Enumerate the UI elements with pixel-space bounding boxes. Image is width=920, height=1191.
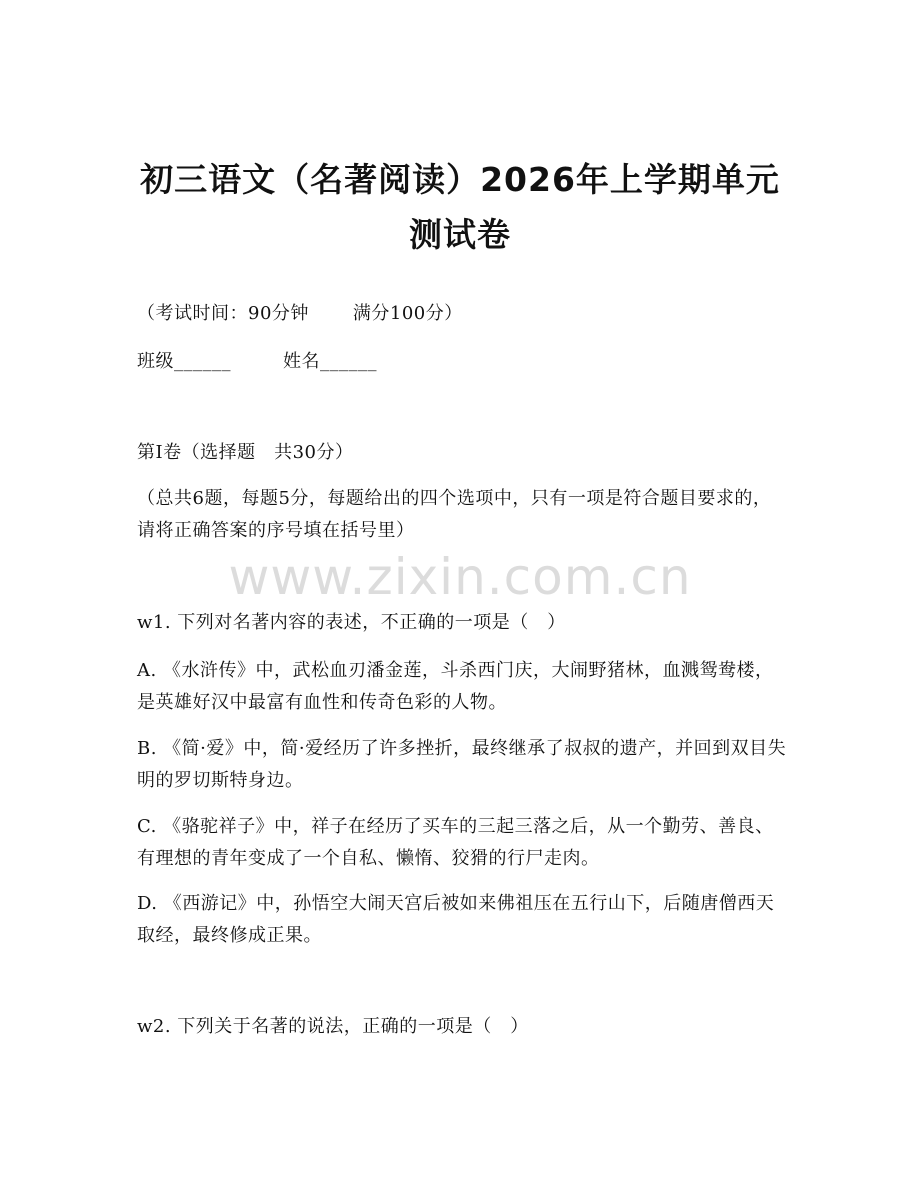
section-instructions: （总共6题，每题5分，每题给出的四个选项中，只有一项是符合题目要求的，请将正确答案的序号填在括号里） xyxy=(137,488,772,541)
student-info xyxy=(137,346,787,378)
exam-time: （考试时间：90分钟 xyxy=(137,303,309,324)
question-1-option-b: B. 《简·爱》中，简·爱经历了许多挫折，最终继承了叔叔的遗产，并回到双目失明的罗切斯特身边。 xyxy=(137,738,787,791)
exam-info xyxy=(137,298,787,330)
name-field[interactable]: 姓名______ xyxy=(283,351,377,372)
question-1-option-a: A. 《水浒传》中，武松血刃潘金莲，斗杀西门庆，大闹野猪林，血溅鸳鸯楼，是英雄好汉中最富有血性和传奇色彩的人物。 xyxy=(137,660,774,713)
question-1-option-c: C. 《骆驼祥子》中，祥子在经历了买车的三起三落之后，从一个勤劳、善良、有理想的青年变成了一个自私、懒惰、狡猾的行尸走肉。 xyxy=(137,816,774,869)
question-1-option-d: D. 《西游记》中，孙悟空大闹天宫后被如来佛祖压在五行山下，后随唐僧西天取经，最终修成正果。 xyxy=(137,893,775,946)
question-2-stem: w2. 下列关于名著的说法，正确的一项是（ ） xyxy=(137,1016,529,1037)
watermark: www.zixin.com.cn xyxy=(228,548,692,606)
section-heading: 第Ⅰ卷（选择题 共30分） xyxy=(137,442,354,463)
question-1-stem: w1. 下列对名著内容的表述，不正确的一项是（ ） xyxy=(137,612,566,633)
exam-score: 满分100分） xyxy=(352,303,463,324)
document-title: 初三语文（名著阅读）2026年上学期单元测试卷 xyxy=(140,160,780,254)
class-field[interactable]: 班级______ xyxy=(137,351,231,372)
